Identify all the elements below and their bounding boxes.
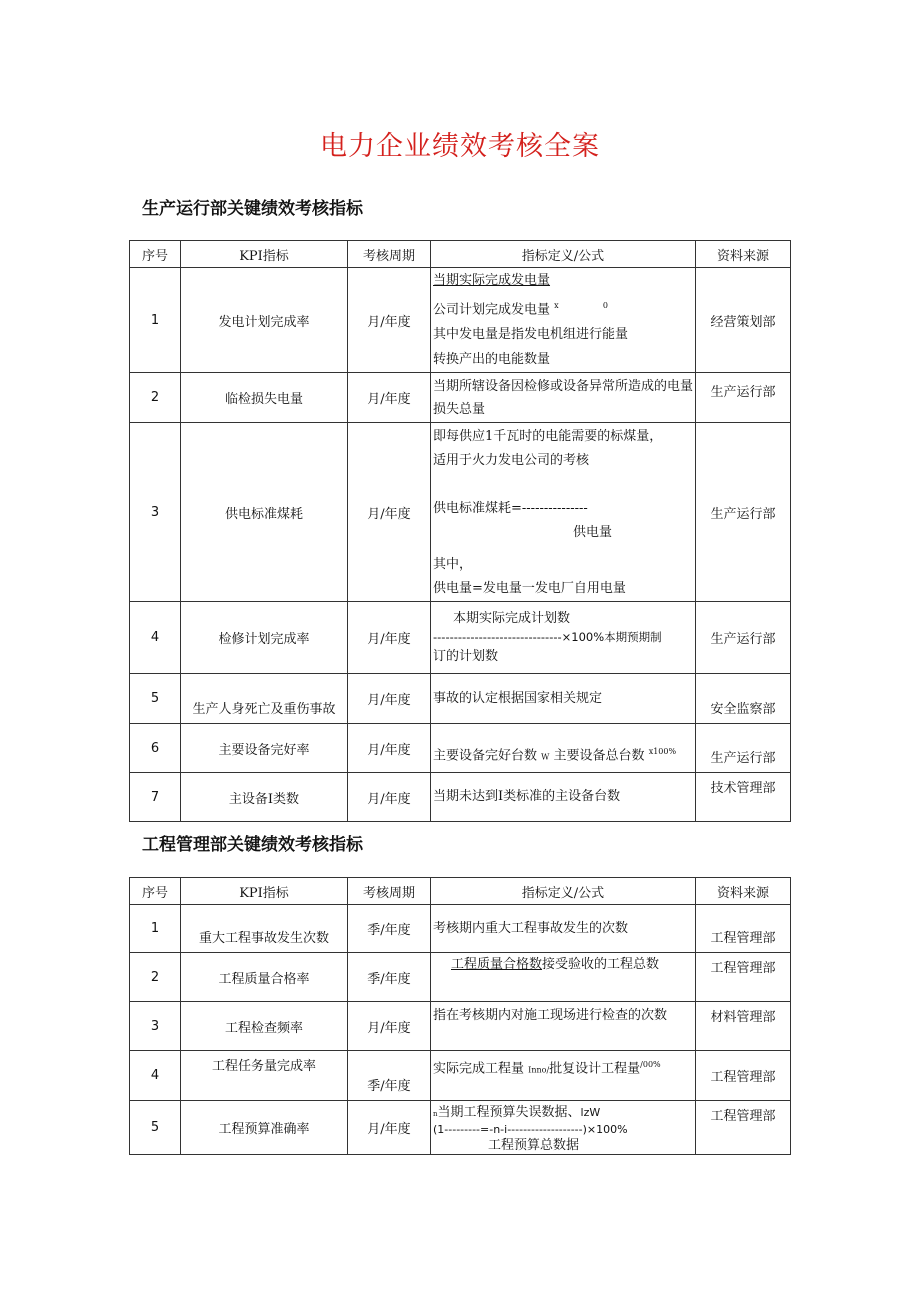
production-kpi-table <box>129 240 791 822</box>
row-period: 月/年度 <box>348 674 431 724</box>
row-kpi-name: 重大工程事故发生次数 <box>181 905 348 953</box>
section-heading-production: 生产运行部关键绩效考核指标 <box>142 199 363 219</box>
header-period: 考核周期 <box>348 878 431 905</box>
row-period: 月/年度 <box>348 724 431 773</box>
row-source: 生产运行部 <box>696 423 791 602</box>
row-kpi-name: 工程质量合格率 <box>181 953 348 1002</box>
header-definition: 指标定义/公式 <box>431 241 696 268</box>
table-row <box>130 1101 791 1155</box>
row-no: 2 <box>130 953 181 1002</box>
row-definition: 事故的认定根据国家相关规定 <box>431 674 696 724</box>
row-source: 安全监察部 <box>696 674 791 724</box>
row-no: 5 <box>130 674 181 724</box>
def-line3: 订的计划数 <box>433 649 499 665</box>
def-formula: 供电标准煤耗=--------------- <box>433 501 588 517</box>
table-row <box>130 674 791 724</box>
row-no: 2 <box>130 373 181 423</box>
row-source: 生产运行部 <box>696 373 791 423</box>
table-row <box>130 724 791 773</box>
header-kpi: KPI指标 <box>181 878 348 905</box>
table-row <box>130 602 791 674</box>
row-source: 工程管理部 <box>696 953 791 1002</box>
row-period: 月/年度 <box>348 1002 431 1051</box>
row-kpi-name: 供电标准煤耗 <box>181 423 348 602</box>
table-row <box>130 953 791 1002</box>
header-no: 序号 <box>130 241 181 268</box>
row-definition <box>431 724 696 773</box>
row-no: 1 <box>130 268 181 373</box>
row-period: 季/年度 <box>348 905 431 953</box>
def-line2: 适用于火力发电公司的考核 <box>433 453 590 469</box>
row-kpi-name: 工程任务量完成率 <box>181 1051 348 1101</box>
row-period: 月/年度 <box>348 373 431 423</box>
row-period: 季/年度 <box>348 1051 431 1101</box>
engineering-kpi-table <box>129 877 791 1155</box>
row-definition <box>431 423 696 602</box>
def-numerator: 工程质量合格数 <box>451 957 543 972</box>
def-mark-n: n <box>433 1110 438 1118</box>
row-period: 月/年度 <box>348 602 431 674</box>
def-formula-denominator: 供电量 <box>573 525 613 541</box>
def-percent: /00% <box>640 1060 661 1069</box>
header-source: 资料来源 <box>696 878 791 905</box>
row-no: 3 <box>130 423 181 602</box>
def-note-line1: 其中发电量是指发电机组进行能量 <box>433 327 629 343</box>
def-multiply-mark: x <box>554 301 559 310</box>
row-definition: 当期所辖设备因检修或设备异常所造成的电量损失总量 <box>431 373 696 423</box>
row-period: 月/年度 <box>348 423 431 602</box>
def-note: 供电量=发电量一发电厂自用电量 <box>433 581 626 597</box>
row-source: 工程管理部 <box>696 1101 791 1155</box>
header-kpi: KPI指标 <box>181 241 348 268</box>
def-line2: -------------------------------×100%本期预期制 <box>433 630 662 645</box>
row-kpi-name: 主设备Ⅰ类数 <box>181 773 348 822</box>
table-row <box>130 1051 791 1101</box>
def-percent: x100% <box>648 747 677 756</box>
row-period: 季/年度 <box>348 953 431 1002</box>
row-definition <box>431 602 696 674</box>
row-definition <box>431 1051 696 1101</box>
def-note-line2: 转换产出的电能数量 <box>433 352 551 368</box>
def-line1: 本期实际完成计划数 <box>453 611 571 627</box>
row-source: 经营策划部 <box>696 268 791 373</box>
row-source: 工程管理部 <box>696 1051 791 1101</box>
def-formula-denominator: 工程预算总数据 <box>488 1138 580 1153</box>
section-heading-engineering: 工程管理部关键绩效考核指标 <box>142 835 363 855</box>
def-denominator: 公司计划完成发电量 <box>433 302 551 318</box>
row-definition <box>431 268 696 373</box>
row-kpi-name: 工程检查频率 <box>181 1002 348 1051</box>
header-no: 序号 <box>130 878 181 905</box>
def-zero-mark: 0 <box>602 301 608 310</box>
row-definition: 当期未达到Ⅰ类标准的主设备台数 <box>431 773 696 822</box>
row-source: 生产运行部 <box>696 602 791 674</box>
row-no: 5 <box>130 1101 181 1155</box>
row-no: 3 <box>130 1002 181 1051</box>
table-row <box>130 373 791 423</box>
row-source: 技术管理部 <box>696 773 791 822</box>
row-kpi-name: 生产人身死亡及重伤事故 <box>181 674 348 724</box>
header-definition: 指标定义/公式 <box>431 878 696 905</box>
header-source: 资料来源 <box>696 241 791 268</box>
document-title: 电力企业绩效考核全案 <box>320 131 600 162</box>
table-row <box>130 1002 791 1051</box>
def-mark: Inno/ <box>528 1065 550 1075</box>
def-numerator: 主要设备完好台数 <box>433 748 538 764</box>
row-source: 生产运行部 <box>696 724 791 773</box>
row-kpi-name: 发电计划完成率 <box>181 268 348 373</box>
def-mark-lzw: lzW <box>580 1106 601 1119</box>
row-definition <box>431 1101 696 1155</box>
def-denominator: 接受验收的工程总数 <box>542 957 660 972</box>
table-row <box>130 268 791 373</box>
row-kpi-name: 检修计划完成率 <box>181 602 348 674</box>
row-no: 4 <box>130 1051 181 1101</box>
header-period: 考核周期 <box>348 241 431 268</box>
table-header-row <box>130 241 791 268</box>
def-divider-mark: W <box>541 752 550 762</box>
def-formula: (1---------=-n-i-------------------)×100% <box>433 1123 628 1136</box>
row-kpi-name: 主要设备完好率 <box>181 724 348 773</box>
row-definition: 考核期内重大工程事故发生的次数 <box>431 905 696 953</box>
row-source: 工程管理部 <box>696 905 791 953</box>
row-definition <box>431 953 696 1002</box>
table-row <box>130 773 791 822</box>
row-no: 1 <box>130 905 181 953</box>
table-header-row <box>130 878 791 905</box>
def-denominator: 主要设备总台数 <box>553 748 645 764</box>
table-row <box>130 423 791 602</box>
def-numerator: 当期实际完成发电量 <box>433 273 551 288</box>
def-note-label: 其中， <box>433 557 473 573</box>
table-row <box>130 905 791 953</box>
def-numerator: 实际完成工程量 <box>433 1061 525 1077</box>
def-line1: 即每供应1千瓦时的电能需要的标煤量， <box>433 429 663 445</box>
def-line1: 当期工程预算失误数据、 <box>437 1105 581 1120</box>
row-definition: 指在考核期内对施工现场进行检查的次数 <box>431 1002 696 1051</box>
row-kpi-name: 工程预算准确率 <box>181 1101 348 1155</box>
row-source: 材料管理部 <box>696 1002 791 1051</box>
row-no: 6 <box>130 724 181 773</box>
def-denominator: 批复设计工程量 <box>549 1061 641 1077</box>
row-kpi-name: 临检损失电量 <box>181 373 348 423</box>
row-no: 7 <box>130 773 181 822</box>
row-period: 月/年度 <box>348 1101 431 1155</box>
row-no: 4 <box>130 602 181 674</box>
row-period: 月/年度 <box>348 773 431 822</box>
row-period: 月/年度 <box>348 268 431 373</box>
